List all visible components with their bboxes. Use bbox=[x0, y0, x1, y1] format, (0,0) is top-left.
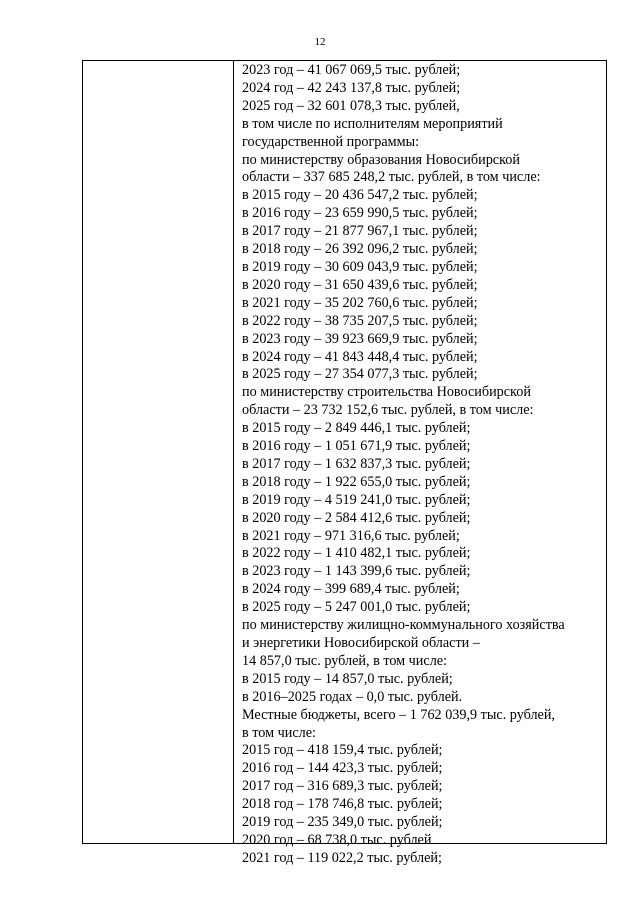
text-line: государственной программы: bbox=[242, 133, 420, 150]
text-line: и энергетики Новосибирской области – bbox=[242, 635, 480, 651]
text-line: 2016 год – 144 423,3 тыс. рублей; bbox=[242, 760, 443, 777]
text-line: в том числе: bbox=[242, 724, 316, 741]
text-line: в том числе по исполнителям мероприятий bbox=[242, 115, 503, 132]
text-line: 2015 год – 418 159,4 тыс. рублей; bbox=[242, 742, 443, 759]
text-line: в 2015 году – 14 857,0 тыс. рублей; bbox=[242, 670, 453, 687]
text-line: по министерству строительства Новосибирской bbox=[242, 384, 531, 401]
text-line: в 2021 году – 971 316,6 тыс. рублей; bbox=[242, 527, 460, 544]
text-line: в 2025 году – 27 354 077,3 тыс. рублей; bbox=[242, 366, 478, 383]
text-line: в 2025 году – 5 247 001,0 тыс. рублей; bbox=[242, 599, 471, 616]
text-line: в 2018 году – 26 392 096,2 тыс. рублей; bbox=[242, 241, 478, 258]
text-line: в 2016–2025 годах – 0,0 тыс. рублей. bbox=[242, 688, 463, 705]
text-line: области – 23 732 152,6 тыс. рублей, в том числе: bbox=[242, 402, 534, 419]
text-line: 2020 год – 68 738,0 тыс. рублей bbox=[242, 831, 432, 848]
table-right-cell bbox=[234, 61, 606, 866]
text-line: 2023 год – 41 067 069,5 тыс. рублей; bbox=[242, 62, 461, 78]
text-line: в 2022 году – 1 410 482,1 тыс. рублей; bbox=[242, 545, 471, 562]
text-line: по министерству образования Новосибирской bbox=[242, 151, 520, 168]
text-line: в 2018 году – 1 922 655,0 тыс. рублей; bbox=[242, 473, 471, 490]
text-line: Местные бюджеты, всего – 1 762 039,9 тыс. рублей, bbox=[242, 706, 555, 723]
text-line: в 2015 году – 20 436 547,2 тыс. рублей; bbox=[242, 187, 478, 204]
text-line: в 2024 году – 399 689,4 тыс. рублей; bbox=[242, 581, 460, 598]
text-line: по министерству жилищно-коммунального хозяйства bbox=[242, 617, 565, 634]
text-line: 2019 год – 235 349,0 тыс. рублей; bbox=[242, 814, 443, 831]
text-line: 2024 год – 42 243 137,8 тыс. рублей; bbox=[242, 79, 461, 96]
text-line: в 2015 году – 2 849 446,1 тыс. рублей; bbox=[242, 420, 471, 437]
text-line: в 2016 году – 1 051 671,9 тыс. рублей; bbox=[242, 438, 471, 455]
text-line: в 2021 году – 35 202 760,6 тыс. рублей; bbox=[242, 294, 478, 311]
text-line: в 2017 году – 1 632 837,3 тыс. рублей; bbox=[242, 455, 471, 472]
text-line: в 2022 году – 38 735 207,5 тыс. рублей; bbox=[242, 312, 478, 329]
page-number: 12 bbox=[314, 36, 326, 48]
text-line: в 2023 году – 1 143 399,6 тыс. рублей; bbox=[242, 563, 471, 580]
text-line: области – 337 685 248,2 тыс. рублей, в том числе: bbox=[242, 169, 541, 186]
text-line: в 2020 году – 2 584 412,6 тыс. рублей; bbox=[242, 509, 471, 526]
text-line: в 2016 году – 23 659 990,5 тыс. рублей; bbox=[242, 205, 478, 222]
text-line: 2021 год – 119 022,2 тыс. рублей; bbox=[242, 849, 442, 866]
text-line: 2018 год – 178 746,8 тыс. рублей; bbox=[242, 796, 443, 813]
text-line: в 2020 году – 31 650 439,6 тыс. рублей; bbox=[242, 276, 478, 293]
text-line: в 2019 году – 4 519 241,0 тыс. рублей; bbox=[242, 491, 471, 508]
text-line: в 2023 году – 39 923 669,9 тыс. рублей; bbox=[242, 330, 478, 347]
text-line: 2017 год – 316 689,3 тыс. рублей; bbox=[242, 778, 443, 795]
text-line: в 2017 году – 21 877 967,1 тыс. рублей; bbox=[242, 223, 478, 240]
text-line: 2025 год – 32 601 078,3 тыс. рублей, bbox=[242, 97, 460, 114]
funding-table bbox=[82, 60, 607, 866]
text-line: 14 857,0 тыс. рублей, в том числе: bbox=[242, 652, 448, 669]
table-left-cell bbox=[83, 61, 234, 843]
text-line: в 2024 году – 41 843 448,4 тыс. рублей; bbox=[242, 348, 478, 365]
text-line: в 2019 году – 30 609 043,9 тыс. рублей; bbox=[242, 258, 478, 275]
